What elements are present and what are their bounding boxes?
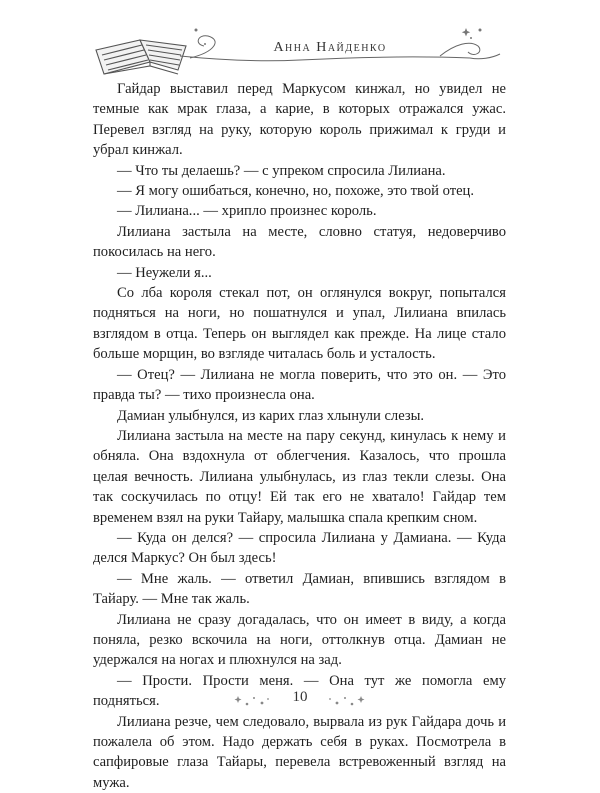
paragraph: — Куда он делся? — спросила Лилиана у Дамиана. — Куда делся Маркус? Он был здесь!	[93, 529, 506, 567]
running-head: Анна Найденко	[273, 40, 387, 55]
paragraph: Дамиан улыбнулся, из карих глаз хлынули слезы.	[117, 407, 425, 424]
paragraph: — Отец? — Лилиана не могла поверить, что это он. — Это правда ты? — тихо произнесла она.	[93, 366, 506, 404]
paragraph: Со лба короля стекал пот, он оглянулся вокруг, попытался подняться на ноги, но пошатнулся и упал, Лилиана впилась взглядом в отца. Теперь он выглядел как прежде. На лице стало больше морщин, во взгляде читалась боль и усталость.	[93, 285, 506, 363]
paragraph: Лилиана застыла на месте, словно статуя, недоверчиво покосилась на него.	[93, 223, 506, 261]
paragraph: Лилиана застыла на месте на пару секунд, кинулась к нему и обняла. Она вздохнула от облегчения. Казалось, что прошла целая вечность. Лилиана улыбнулась, из глаз текли слезы. Она так соскучилась по отцу! Ей так его не хватало! Гайдар тем временем взял на руки Тайару, малышка спала крепким сном.	[93, 427, 506, 526]
paragraph: — Лилиана... — хрипло произнес король.	[117, 203, 377, 220]
open-book-icon	[96, 40, 186, 74]
paragraph: Гайдар выставил перед Маркусом кинжал, но увидел не темные как мрак глаза, а карие, в которых отражался ужас. Перевел взгляд на руку, которую король прижимал к груди и убрал кинжал.	[93, 81, 506, 159]
paragraph: Лилиана резче, чем следовало, вырвала из рук Гайдара дочь и пожалела об этом. Надо держать себя в руках. Посмотрела в сапфировые глаза Тайары, перевела встревоженный взгляд на мужа.	[93, 713, 506, 791]
paragraph: — Что ты делаешь? — с упреком спросила Лилиана.	[117, 162, 446, 179]
paragraph: — Прости. Прости меня. — Она тут же помогла ему подняться.	[93, 672, 506, 710]
paragraph: — Я могу ошибаться, конечно, но, похоже, это твой отец.	[117, 183, 475, 200]
page-footer	[0, 684, 600, 714]
paragraph: — Неужели я...	[117, 264, 212, 281]
paragraph: — Мне жаль. — ответил Дамиан, впившись взглядом в Тайару. — Мне так жаль.	[93, 570, 506, 608]
page-header	[0, 0, 600, 80]
paragraph: Лилиана не сразу догадалась, что он имеет в виду, а когда поняла, резко вскочила на ноги, оттолкнув отца. Дамиан не удержался на ногах и плюхнулся на зад.	[93, 611, 506, 669]
page-number: 10	[292, 689, 308, 705]
